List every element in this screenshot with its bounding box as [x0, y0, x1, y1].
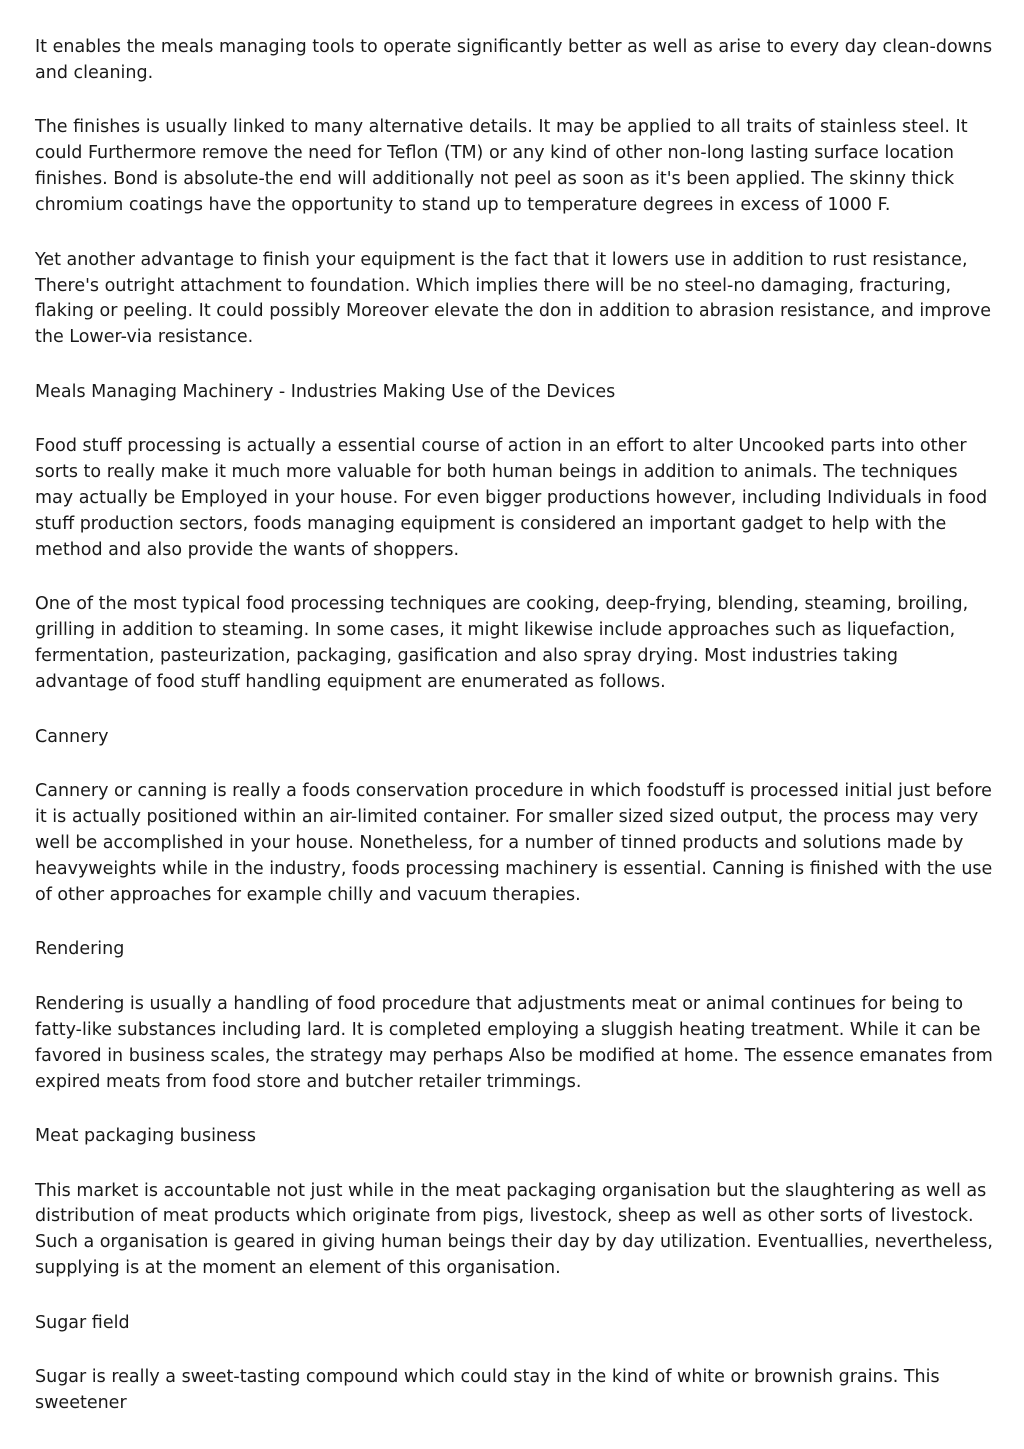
paragraph-cannery: Cannery or canning is really a foods conservation procedure in which foodstuff is processed initial just before it is actually positioned within an air-limited container. For smaller sized sized output, the process may very well be accomplished in your house. Nonetheless, for a number of tinned products and solutions made by heavyweights while in the industry, foods processing machinery is essential. Canning is finished with the use of other approaches for example chilly and vacuum therapies.	[35, 781, 993, 905]
paragraph-rendering: Rendering is usually a handling of food procedure that adjustments meat or animal continues for being to fatty-like substances including lard. It is completed employing a sluggish heating treatment. While it can be favored in business scales, the strategy may perhaps Also be modified at home. The essence emanates from expired meats from food store and butcher retailer trimmings.	[35, 993, 993, 1092]
paragraph-sugar: Sugar is really a sweet-tasting compound which could stay in the kind of white or brownish grains. This sweetener	[35, 1367, 940, 1414]
section-heading-sugar: Sugar field	[35, 1312, 130, 1333]
section-heading-industries: Meals Managing Machinery - Industries Making Use of the Devices	[35, 381, 616, 402]
document-body	[35, 35, 995, 1446]
paragraph-techniques: One of the most typical food processing techniques are cooking, deep-frying, blending, steaming, broiling, grilling in addition to steaming. In some cases, it might likewise include approaches such as liquefaction, fermentation, pasteurization, packaging, gasification and also spray drying. Most industries taking advantage of food stuff handling equipment are enumerated as follows.	[35, 594, 969, 693]
paragraph-food-processing: Food stuff processing is actually a essential course of action in an effort to alter Uncooked parts into other sorts to really make it much more valuable for both human beings in addition to animals. The techniques may actually be Employed in your house. For even bigger productions however, including Individuals in food stuff production sectors, foods managing equipment is considered an important gadget to help with the method and also provide the wants of shoppers.	[35, 436, 988, 560]
paragraph-finishes: The finishes is usually linked to many alternative details. It may be applied to all traits of stainless steel. It could Furthermore remove the need for Teflon (TM) or any kind of other non-long lasting surface location finishes. Bond is absolute-the end will additionally not peel as soon as it's been applied. The skinny thick chromium coatings have the opportunity to stand up to temperature degrees in excess of 1000 F.	[35, 117, 968, 216]
section-heading-meat-packaging: Meat packaging business	[35, 1126, 257, 1147]
paragraph-advantage: Yet another advantage to finish your equipment is the fact that it lowers use in addition to rust resistance, There's outright attachment to foundation. Which implies there will be no steel-no damaging, fracturing, flaking or peeling. It could possibly Moreover elevate the don in addition to abrasion resistance, and improve the Lower-via resistance.	[35, 249, 992, 348]
paragraph-meat-packaging: This market is accountable not just while in the meat packaging organisation but the slaughtering as well as distribution of meat products which originate from pigs, livestock, sheep as well as other sorts of livestock. Such a organisation is geared in giving human beings their day by day utilization. Eventuallies, nevertheless, supplying is at the moment an element of this organisation.	[35, 1180, 993, 1279]
paragraph-coating-intro: It enables the meals managing tools to operate significantly better as well as arise to every day clean-downs and cleaning.	[35, 37, 993, 83]
section-heading-rendering: Rendering	[35, 939, 125, 960]
section-heading-cannery: Cannery	[35, 726, 109, 747]
